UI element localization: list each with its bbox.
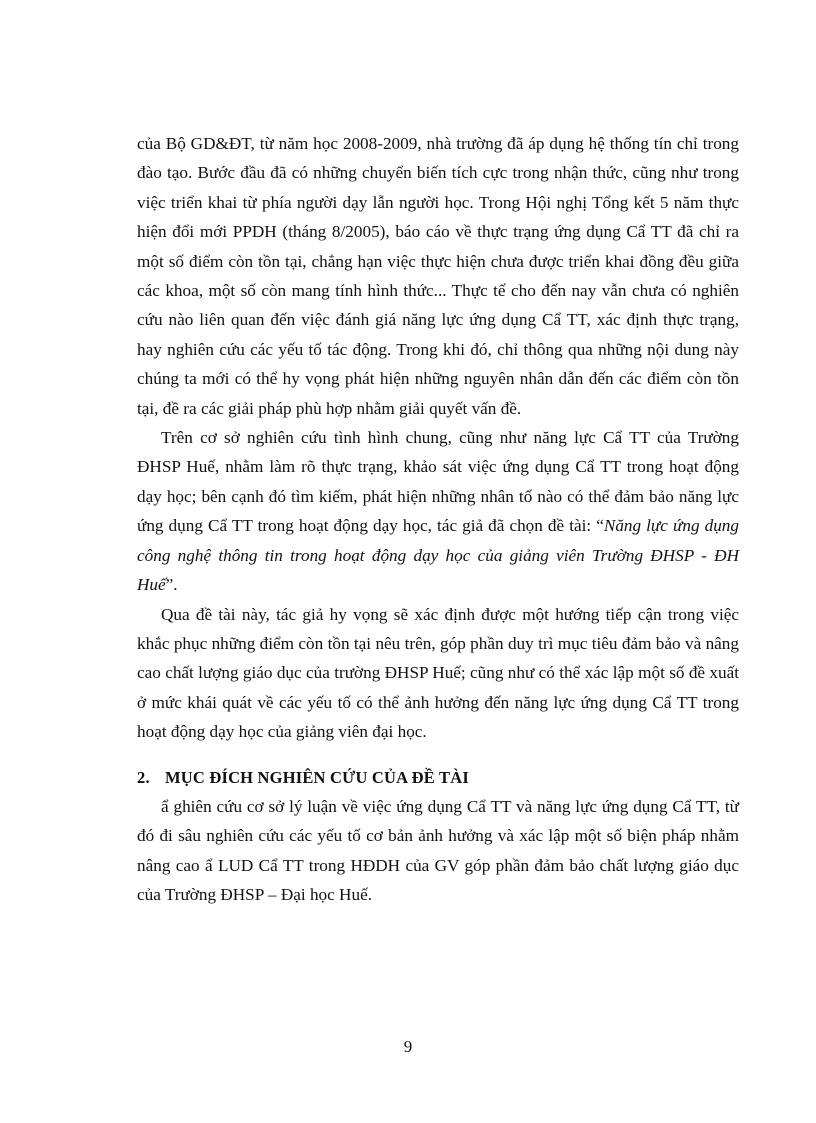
section-heading [137,763,739,792]
paragraph-topic-selection [137,423,739,599]
page-body [137,129,739,910]
paragraph-context: của Bộ GD&ĐT, từ năm học 2008-2009, nhà trường đã áp dụng hệ thống tín chỉ trong đào tạo. Bước đầu đã có những chuyển biến tích cực trong nhận thức, cũng như trong việc triển khai từ phía người dạy lẫn người học. Trong Hội nghị Tổng kết 5 năm thực hiện đổi mới PPDH (tháng 8/2005), báo cáo về thực trạng ứng dụng Cẩ TT đã chỉ ra một số điểm còn tồn tại, chẳng hạn việc thực hiện chưa được triển khai đồng đều giữa các khoa, một số còn mang tính hình thức... Thực tế cho đến nay vẫn chưa có nghiên cứu nào liên quan đến việc đánh giá năng lực ứng dụng Cẩ TT, xác định thực trạng, hay nghiên cứu các yếu tố tác động. Trong khi đó, chỉ thông qua những nội dung này chúng ta mới có thể hy vọng phát hiện những nguyên nhân dẫn đến các điểm còn tồn tại, đề ra các giải pháp phù hợp nhằm giải quyết vấn đề. [137,134,739,418]
section-title: MỤC ĐÍCH NGHIÊN CỨU CỦA ĐỀ TÀI [165,767,469,787]
topic-lead-text: Trên cơ sở nghiên cứu tình hình chung, cũng như năng lực Cẩ TT của Trường ĐHSP Huế, nhằm làm rõ thực trạng, khảo sát việc ứng dụng Cẩ TT trong hoạt động dạy học; bên cạnh đó tìm kiếm, phát hiện những nhân tố nào có thể đảm bảo năng lực ứng dụng Cẩ TT trong hoạt động dạy học, tác giả đã chọn đề tài: “ [137,428,739,536]
paragraph-expectation: Qua đề tài này, tác giả hy vọng sẽ xác định được một hướng tiếp cận trong việc khắc phục những điểm còn tồn tại nêu trên, góp phần duy trì mục tiêu đảm bảo và nâng cao chất lượng giáo dục của trường ĐHSP Huế; cũng như có thể xác lập một số đề xuất ở mức khái quát về các yếu tố có thể ảnh hưởng đến năng lực ứng dụng Cẩ TT trong hoạt động dạy học của giảng viên đại học. [137,604,739,742]
section-number: 2. [137,767,150,787]
paragraph-purpose: ẩ ghiên cứu cơ sở lý luận về việc ứng dụng Cẩ TT và năng lực ứng dụng Cẩ TT, từ đó đi sâu nghiên cứu các yếu tố cơ bản ảnh hưởng và xác lập một số biện pháp nhằm nâng cao ẩ LUD Cẩ TT trong HĐDH của GV góp phần đảm bảo chất lượng giáo dục của Trường ĐHSP – Đại học Huế. [137,796,739,905]
thesis-title: Năng lực ứng dụng công nghệ thông tin trong hoạt động dạy học của giảng viên Trường ĐHSP - ĐH Huế [137,516,739,595]
page-number: 9 [403,1037,413,1056]
topic-tail-text: ”. [165,575,178,595]
